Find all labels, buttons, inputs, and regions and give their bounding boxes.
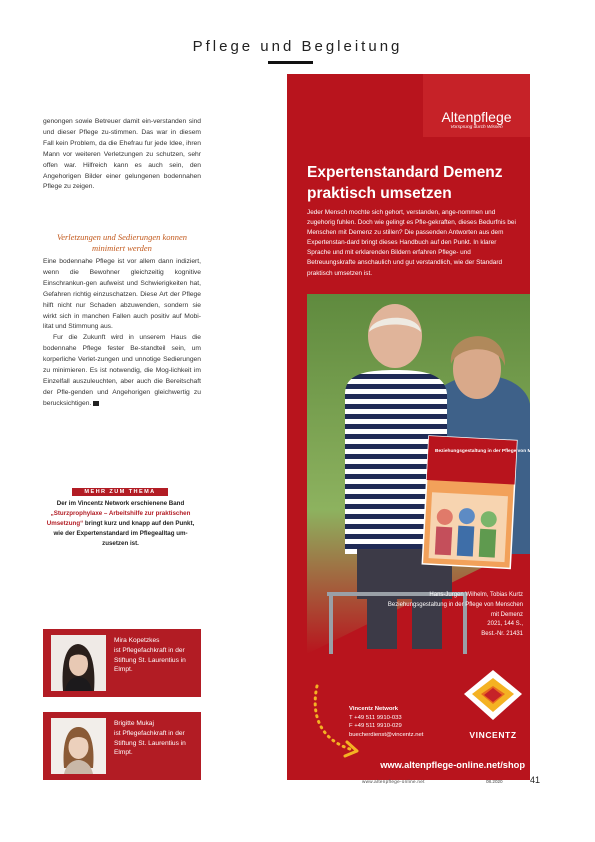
footer-url[interactable]: www.altenpflege-online.net bbox=[362, 779, 425, 784]
ad-headline: Expertenstandard Demenz praktisch umsetzen bbox=[307, 164, 503, 202]
shop-url-link[interactable]: www.altenpflege-online.net/shop bbox=[380, 760, 525, 770]
more-on-topic-outro: bringt kurz und knapp auf den Punkt, wie der Expertenstandard im Pflegealltag um-zusetzen ist. bbox=[53, 520, 195, 547]
brand-tagline: Vorsprung durch Wissen bbox=[450, 125, 503, 130]
article-paragraph-2: Eine bodennahe Pflege ist vor allem dann indiziert, wenn die Bewohner gleichzeitig kognitive Einschrankun-gen aufweist und Schwierigkeiten hat, Gefahren richtig einzuschatzen. Diese Art der Pflege hilft nicht nur Schaden abzuwenden, sondern sie wirkt sich in manchen Fallen auch positiv auf Mobi-litat und Stimmung aus. bbox=[43, 258, 201, 331]
ad-body-text: Jeder Mensch mochte sich gehort, verstanden, ange-nommen und zugehorig fuhlen. Doch wie gelingt es Pfle-gekraften, dieses Bedurfnis bei Menschen mit Demenz zu stillen? Die passenden Antworten aus dem Expertenstan-dard bringt dieses Handbuch auf den Punkt. In klarer Sprache und mit erklarenden Bildern erfahren Pflege- und Betreuungskrafte anschaulich und gut verstandlich, wie der Standard praktisch umsetzen ist. bbox=[307, 209, 516, 277]
contact-info bbox=[349, 705, 459, 739]
author-photo-2 bbox=[51, 718, 106, 774]
book-isbn: 2021, 144 S., bbox=[487, 621, 523, 628]
book-info bbox=[387, 591, 523, 640]
more-on-topic-book-link[interactable]: „Sturzprophylaxe – Arbeitshilfe zur praktischen Umsetzung“ bbox=[46, 510, 191, 527]
contact-email[interactable]: buecherdienst@vincentz.net bbox=[349, 731, 424, 738]
author-role-1: ist Pflegefachkraft in der Stiftung St. Laurentius in Elmpt. bbox=[114, 646, 186, 674]
end-of-article-mark bbox=[93, 401, 99, 406]
book-order-number: Best.-Nr. 21431 bbox=[481, 631, 523, 638]
more-on-topic-label: MEHR ZUM THEMA bbox=[72, 488, 168, 496]
article-column-bottom bbox=[43, 257, 201, 410]
author-info-2 bbox=[114, 719, 199, 758]
article-subheading: Verletzungen und Sedierungen konnen minimiert werden bbox=[56, 232, 188, 253]
altenpflege-brand-block bbox=[423, 74, 530, 137]
author-photo-1 bbox=[51, 635, 106, 691]
vincentz-wordmark: VINCENTZ bbox=[469, 730, 517, 740]
contact-phone[interactable]: T +49 511 9910-033 bbox=[349, 714, 402, 721]
footer-date: 08.2020 bbox=[486, 779, 503, 784]
article-paragraph-1: genongen sowie Betreuer damit ein-verstanden sind und dieser Pflege zu-stimmen. Das war in diesem Fall kein Problem, da die Ehefrau fur jede Idee, ihren Mann vor weiteren Verletzungen zu schutzen, sehr offen war. Hilfreich kann es auch sein, den Angehorigen Bilder einer gelungenen bodennahen Pflege zu zeigen. bbox=[43, 118, 201, 191]
author-info-1 bbox=[114, 636, 199, 675]
book-authors: Hans-Jurgen Wilhelm, Tobias Kurtz bbox=[429, 592, 523, 598]
section-title: Pflege und Begleitung bbox=[192, 38, 403, 55]
book-title: Beziehungsgestaltung in der Pflege von Menschen mit Demenz bbox=[387, 601, 523, 618]
brand-name: Altenpflege bbox=[441, 109, 512, 125]
author-role-2: ist Pflegefachkraft in der Stiftung St. Laurentius in Elmpt. bbox=[114, 729, 186, 757]
article-column-top bbox=[43, 117, 201, 193]
more-on-topic-intro: Der im Vincentz Network erschienene Band bbox=[56, 500, 185, 507]
title-underline bbox=[268, 61, 313, 64]
more-on-topic-text bbox=[43, 499, 198, 549]
contact-fax: F +49 511 9910-029 bbox=[349, 723, 402, 730]
vincentz-logo-icon bbox=[462, 668, 524, 722]
article-paragraph-3-text: Fur die Zukunft wird in unserem Haus die bodennahe Pflege fester Be-standteil sein, um korperliche Verlet-zungen und unnotige Sedierungen zu minimieren. Es ist notwendig, die Mog-lichkeit im Einzelfall auszuleuchten, aber auch die Bereitschaft der Pfle-genden und Angehorigen gleichwertig zu berucksichtigen. bbox=[43, 334, 201, 407]
contact-company: Vincentz Network bbox=[349, 706, 398, 712]
author-name-1: Mira Kopetzkes bbox=[114, 637, 160, 644]
author-box-2 bbox=[43, 712, 201, 780]
author-box-1 bbox=[43, 629, 201, 697]
article-paragraph-3 bbox=[43, 333, 201, 409]
author-name-2: Brigitte Mukaj bbox=[114, 720, 154, 727]
book-cover-title: Beziehungsgestaltung in der Pflege von Menschen mit Demenz bbox=[435, 449, 580, 454]
page-number: 41 bbox=[530, 775, 541, 785]
